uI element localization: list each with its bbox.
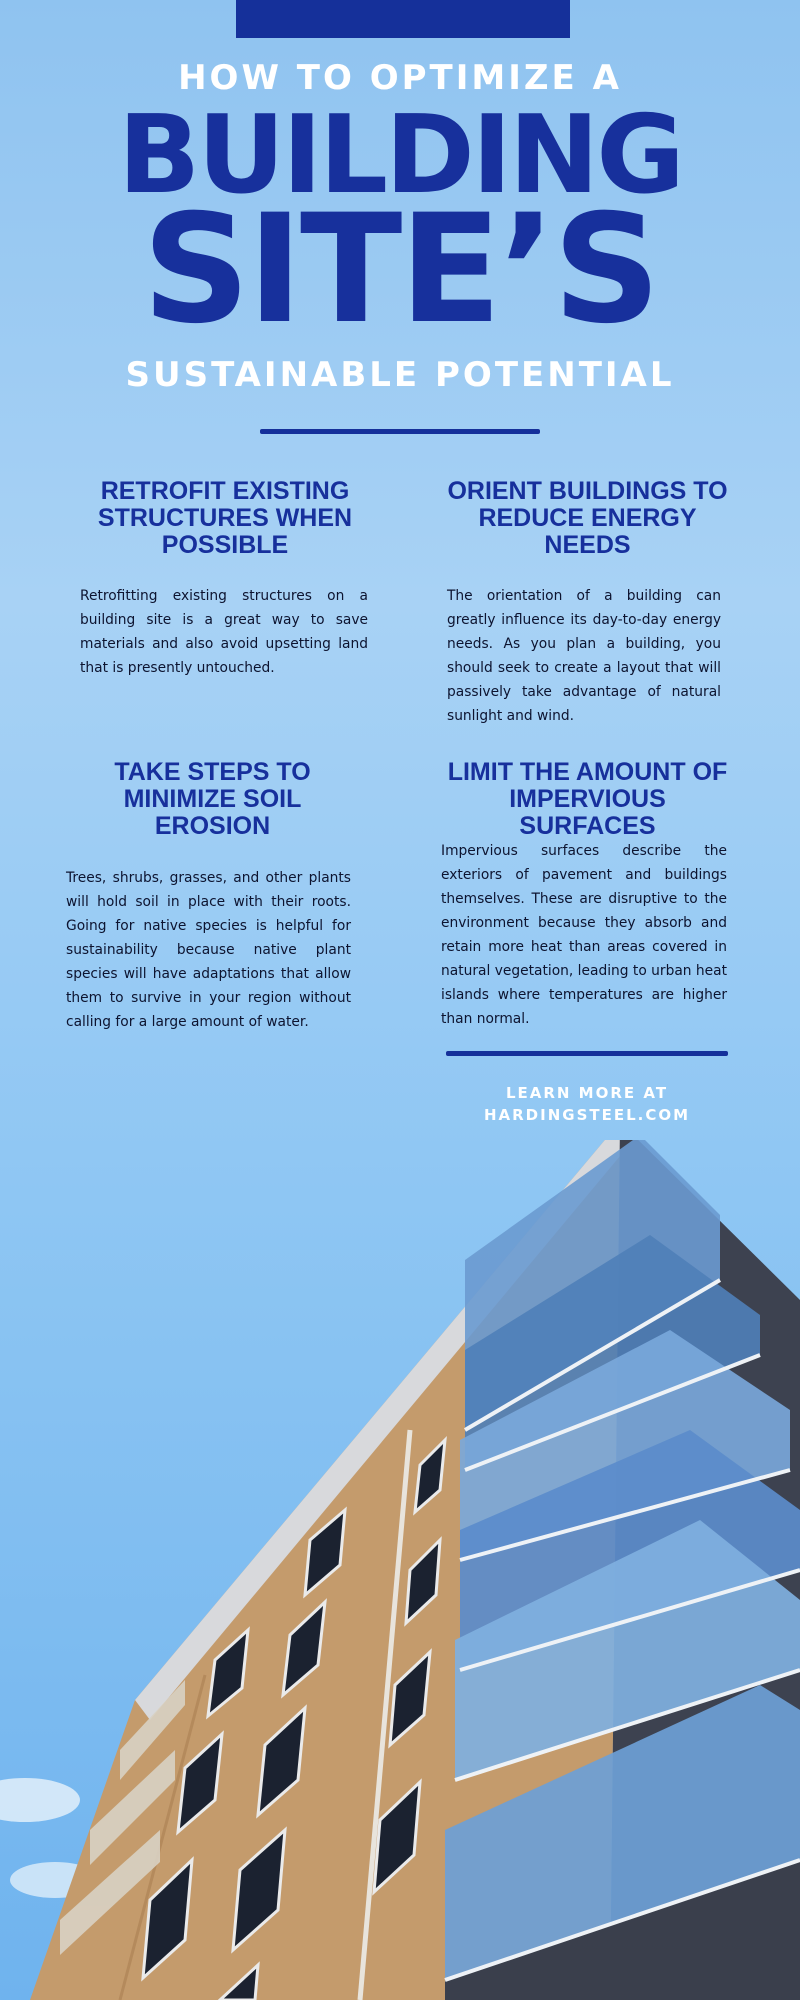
section-body-retrofit: Retrofitting existing structures on a building site is a great way to save materials and also avoid upsetting land that is presently untouched. <box>80 588 368 676</box>
section-title-orient: ORIENT BUILDINGS TO REDUCE ENERGY NEEDS <box>447 477 728 559</box>
cta-text-line1: LEARN MORE AT <box>505 1084 669 1102</box>
building-illustration <box>0 1140 800 2000</box>
cta-link-website[interactable]: HARDINGSTEEL.COM <box>483 1106 691 1124</box>
section-title-soil-erosion: TAKE STEPS TO MINIMIZE SOIL EROSION <box>114 758 311 840</box>
header-divider <box>260 429 540 434</box>
section-title-impervious: LIMIT THE AMOUNT OF IMPERVIOUS SURFACES <box>447 758 728 840</box>
section-body-impervious: Impervious surfaces describe the exteriors of pavement and buildings themselves. These are disruptive to the environment because they absorb and retain more heat than areas covered in natural vegetation, leading to urban heat islands where temperatures are higher than normal. <box>441 843 728 1027</box>
cta-divider <box>446 1051 728 1056</box>
section-body-soil-erosion: Trees, shrubs, grasses, and other plants will hold soil in place with their roots. Going for native species is helpful for sustainability because native plant species will have adaptations that allow them to survive in your region without calling for a large amount of water. <box>66 870 351 1030</box>
top-accent-bar <box>236 0 570 38</box>
header-kicker: HOW TO OPTIMIZE A <box>178 58 622 98</box>
header-subtitle: SUSTAINABLE POTENTIAL <box>125 355 675 395</box>
cloud <box>0 1778 80 1822</box>
section-title-retrofit: RETROFIT EXISTING STRUCTURES WHEN POSSIBLE <box>97 477 353 559</box>
header-title-line2: SITE’S <box>142 183 658 357</box>
section-body-orient: The orientation of a building can greatly influence its day-to-day energy needs. As you plan a building, you should seek to create a layout that will passively take advantage of natural sunlight and wind. <box>447 588 721 724</box>
header-title-line1: BUILDING <box>118 93 682 218</box>
